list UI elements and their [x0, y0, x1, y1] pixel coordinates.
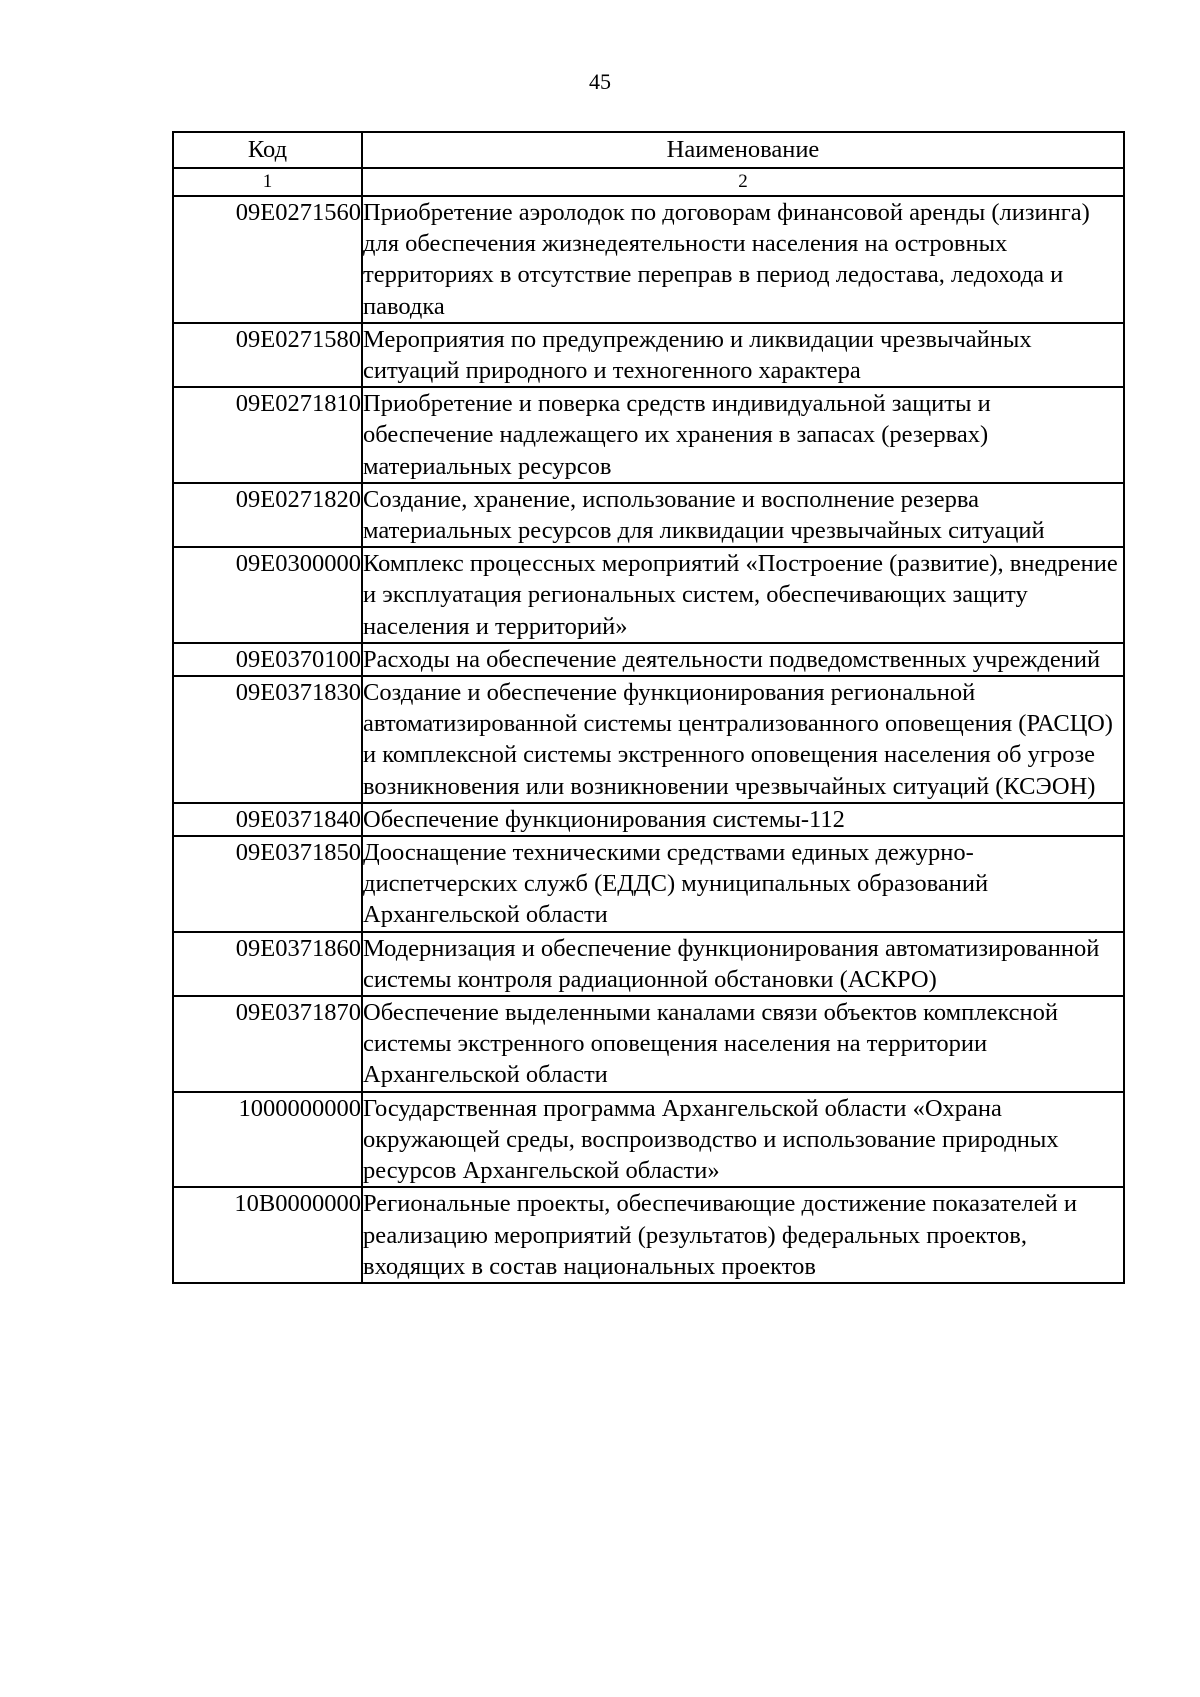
row-code: 09E0371830 [173, 676, 362, 803]
row-name: Обеспечение выделенными каналами связи объектов комплексной системы экстренного оповещения населения на территории Архангельской области [362, 996, 1124, 1092]
table-row [173, 387, 1124, 483]
row-name: Государственная программа Архангельской области «Охрана окружающей среды, воспроизводство и использование природных ресурсов Архангельской области» [362, 1092, 1124, 1188]
row-name: Расходы на обеспечение деятельности подведомственных учреждений [362, 643, 1124, 676]
table-row [173, 1187, 1124, 1283]
row-code: 09E0271820 [173, 483, 362, 547]
row-code: 09E0371840 [173, 803, 362, 836]
row-name: Создание, хранение, использование и восполнение резерва материальных ресурсов для ликвидации чрезвычайных ситуаций [362, 483, 1124, 547]
row-code: 09E0371870 [173, 996, 362, 1092]
codes-table [172, 131, 1125, 1284]
table-row [173, 323, 1124, 387]
row-code: 09E0370100 [173, 643, 362, 676]
table-row [173, 676, 1124, 803]
row-name: Создание и обеспечение функционирования региональной автоматизированной системы централизованного оповещения (РАСЦО) и комплексной системы экстренного оповещения населения об угрозе возникновения или возникновении чрезвычайных ситуаций (КСЭОН) [362, 676, 1124, 803]
table-header-row [173, 132, 1124, 168]
row-code: 1000000000 [173, 1092, 362, 1188]
table-row [173, 803, 1124, 836]
row-name: Мероприятия по предупреждению и ликвидации чрезвычайных ситуаций природного и техногенного характера [362, 323, 1124, 387]
row-code: 09E0300000 [173, 547, 362, 643]
row-code: 09E0371860 [173, 932, 362, 996]
row-name: Комплекс процессных мероприятий «Построение (развитие), внедрение и эксплуатация региональных систем, обеспечивающих защиту населения и территорий» [362, 547, 1124, 643]
row-name: Приобретение и поверка средств индивидуальной защиты и обеспечение надлежащего их хранения в запасах (резервах) материальных ресурсов [362, 387, 1124, 483]
row-code: 09E0371850 [173, 836, 362, 932]
table-row [173, 483, 1124, 547]
row-code: 09E0271580 [173, 323, 362, 387]
row-code: 09E0271810 [173, 387, 362, 483]
row-name: Модернизация и обеспечение функционирования автоматизированной системы контроля радиационной обстановки (АСКРО) [362, 932, 1124, 996]
table-row [173, 547, 1124, 643]
row-name: Обеспечение функционирования системы-112 [362, 803, 1124, 836]
row-name: Приобретение аэролодок по договорам финансовой аренды (лизинга) для обеспечения жизнедеятельности населения на островных территориях в отсутствие переправ в период ледостава, ледохода и паводка [362, 196, 1124, 323]
table-row [173, 1092, 1124, 1188]
row-code: 10B0000000 [173, 1187, 362, 1283]
table-row [173, 643, 1124, 676]
row-code: 09E0271560 [173, 196, 362, 323]
table-row [173, 836, 1124, 932]
row-name: Региональные проекты, обеспечивающие достижение показателей и реализацию мероприятий (результатов) федеральных проектов, входящих в состав национальных проектов [362, 1187, 1124, 1283]
table-row [173, 996, 1124, 1092]
column-number-code: 1 [173, 168, 362, 196]
page-number: 45 [589, 69, 611, 94]
column-number-row [173, 168, 1124, 196]
table-row [173, 196, 1124, 323]
row-name: Дооснащение техническими средствами единых дежурно-диспетчерских служб (ЕДДС) муниципальных образований Архангельской области [362, 836, 1124, 932]
column-header-name: Наименование [362, 132, 1124, 168]
column-header-code: Код [173, 132, 362, 168]
column-number-name: 2 [362, 168, 1124, 196]
table-row [173, 932, 1124, 996]
